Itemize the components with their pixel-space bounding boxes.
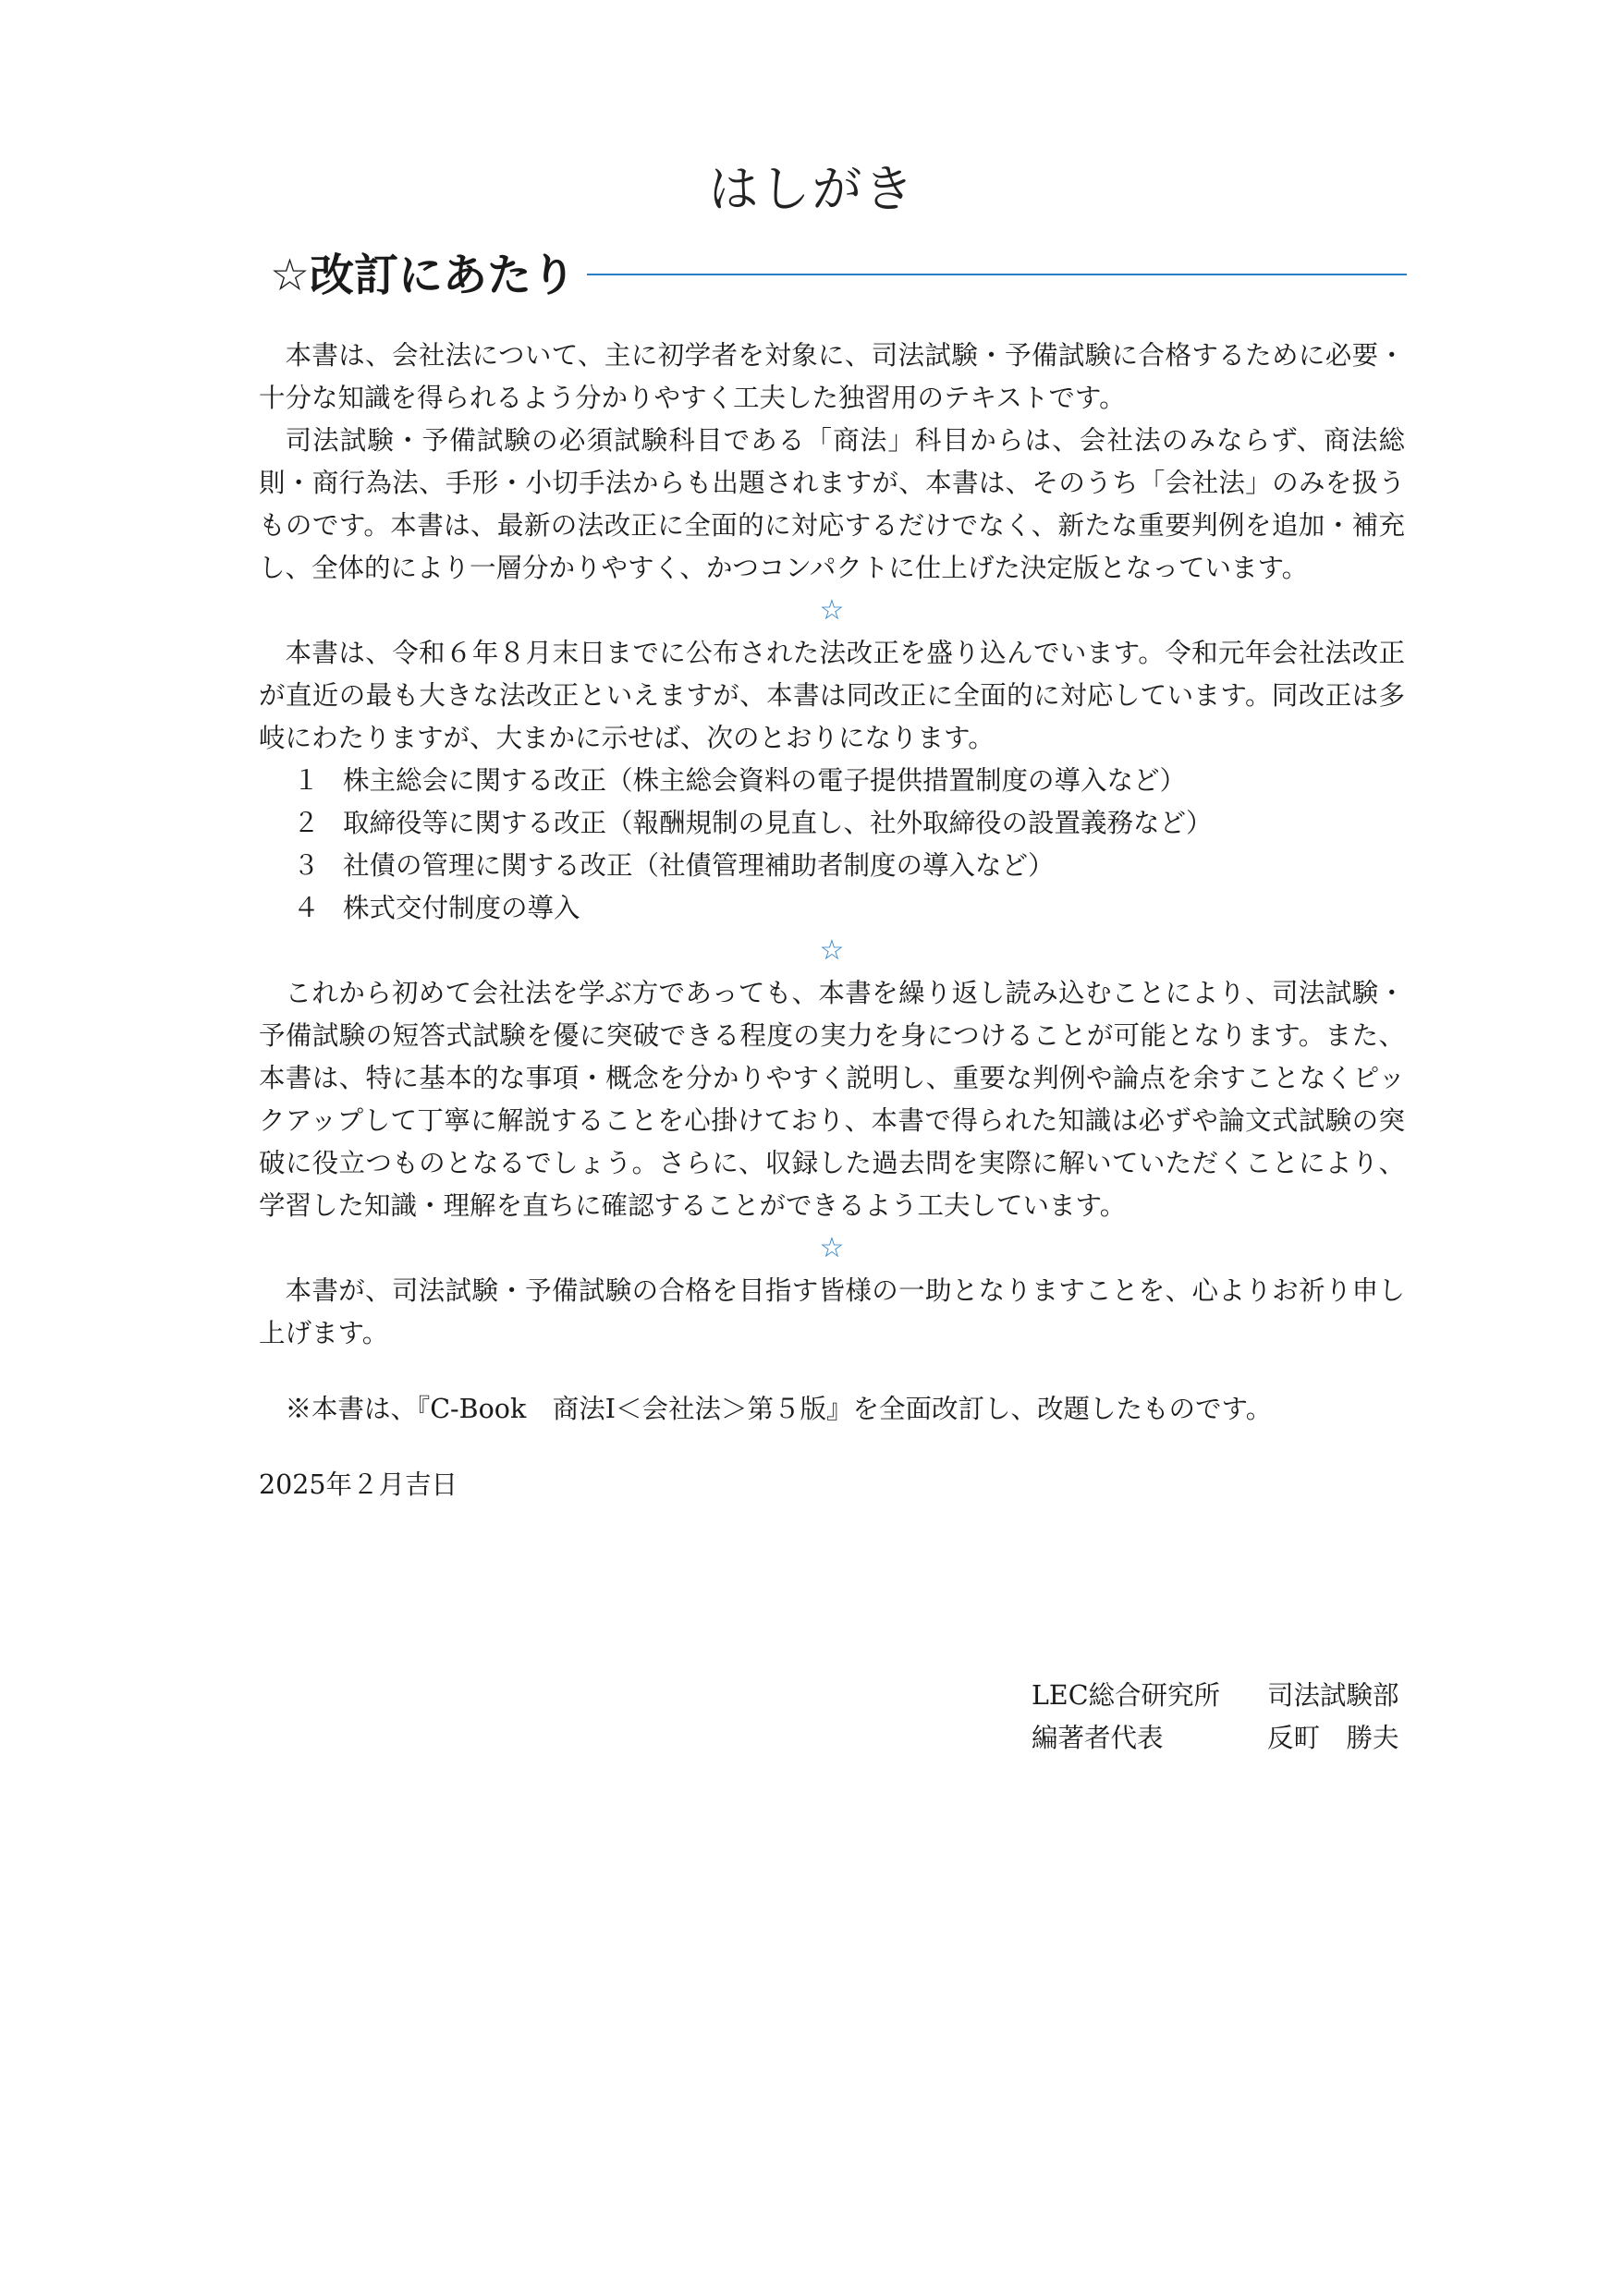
reform-text: 社債の管理に関する改正（社債管理補助者制度の導入など） (343, 850, 1055, 881)
paragraph-3: 本書は、令和６年８月末日までに公布された法改正を盛り込んでいます。令和元年会社法改正が直近の最も大きな法改正といえますが、本書は同改正に全面的に対応しています。同改正は多岐にわたりますが、大まかに示せば、次のとおりになります。 (259, 638, 1405, 753)
signature-block (1032, 1675, 1410, 1760)
star-separator-3: ☆ (819, 1232, 845, 1264)
reform-item (259, 845, 1405, 887)
signature-row-org (1032, 1675, 1410, 1717)
reform-number: ２ (293, 808, 320, 838)
reform-list (259, 760, 1405, 930)
reform-item (259, 802, 1405, 845)
body-text (259, 335, 1405, 1506)
paragraph-5: 本書が、司法試験・予備試験の合格を目指す皆様の一助となりますことを、心よりお祈り申し上げます。 (259, 1275, 1405, 1348)
signature-name: 反町 勝夫 (1267, 1723, 1399, 1753)
section-heading-text: ☆改訂にあたり (270, 249, 577, 301)
reform-number: １ (293, 765, 320, 796)
signature-role: 編著者代表 (1032, 1723, 1164, 1753)
signature-org: LEC総合研究所 (1032, 1680, 1221, 1711)
reform-text: 取締役等に関する改正（報酬規制の見直し、社外取締役の設置義務など） (343, 808, 1213, 838)
reform-text: 株式交付制度の導入 (343, 893, 580, 923)
heading-rule (587, 274, 1407, 275)
reform-item (259, 887, 1405, 930)
paragraph-4: これから初めて会社法を学ぶ方であっても、本書を繰り返し読み込むことにより、司法試験・予備試験の短答式試験を優に突破できる程度の実力を身につけることが可能となります。また、本書は、特に基本的な事項・概念を分かりやすく説明し、重要な判例や論点を余すことなくピックアップして丁寧に解説することを心掛けており、本書で得られた知識は必ずや論文式試験の突破に役立つものとなるでしょう。さらに、収録した過去問を実際に解いていただくことにより、学習した知識・理解を直ちに確認することができるよう工夫しています。 (259, 978, 1405, 1221)
revision-note: ※本書は、『C-Book 商法Ⅰ＜会社法＞第５版』を全面改訂し、改題したものです。 (285, 1394, 1273, 1424)
reform-number: ４ (293, 893, 320, 923)
star-separator-1: ☆ (819, 594, 845, 627)
star-separator-2: ☆ (819, 934, 845, 967)
paragraph-1: 本書は、会社法について、主に初学者を対象に、司法試験・予備試験に合格するために必要・十分な知識を得られるよう分かりやすく工夫した独習用のテキストです。 (259, 340, 1405, 413)
reform-text: 株主総会に関する改正（株主総会資料の電子提供措置制度の導入など） (343, 765, 1187, 796)
signature-dept: 司法試験部 (1267, 1680, 1399, 1711)
paragraph-2: 司法試験・予備試験の必須試験科目である「商法」科目からは、会社法のみならず、商法総則・商行為法、手形・小切手法からも出題されますが、本書は、そのうち「会社法」のみを扱うものです。本書は、最新の法改正に全面的に対応するだけでなく、新たな重要判例を追加・補充し、全体的により一層分かりやすく、かつコンパクトに仕上げた決定版となっています。 (259, 425, 1405, 583)
page-title: はしがき (708, 160, 916, 218)
reform-item (259, 760, 1405, 802)
date: 2025年２月吉日 (259, 1469, 458, 1500)
reform-number: ３ (293, 850, 320, 881)
section-heading (270, 238, 1407, 303)
signature-row-author (1032, 1717, 1410, 1760)
